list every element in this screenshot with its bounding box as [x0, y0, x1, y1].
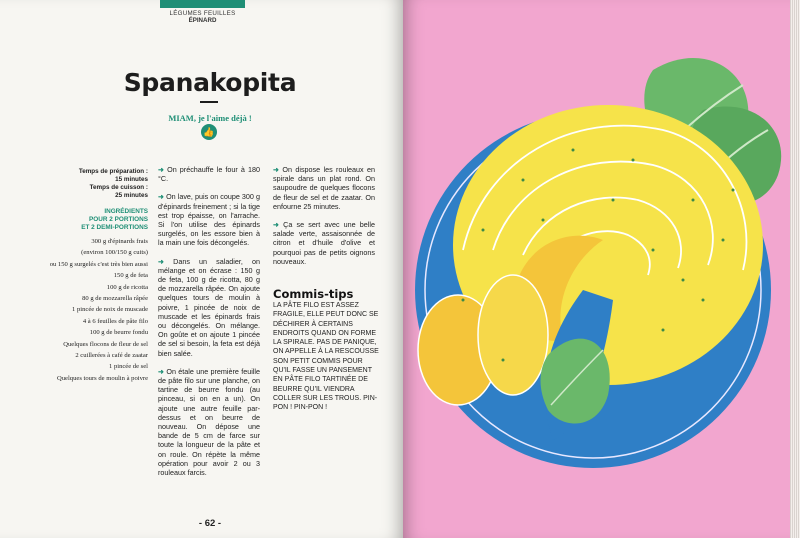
section-tab — [160, 0, 245, 8]
arrow-icon: ➜ — [158, 192, 165, 202]
ingredients-heading-3: ET 2 DEMI-PORTIONS — [81, 224, 148, 231]
ingredient-item: 80 g de mozzarella râpée — [82, 295, 148, 303]
ingredient-list — [18, 236, 148, 384]
ingredient-item: 1 pincée de noix de muscade — [72, 306, 148, 314]
title-divider — [200, 101, 218, 103]
cook-time-value: 25 minutes — [115, 192, 148, 199]
arrow-icon: ➜ — [158, 366, 165, 376]
section-category: LÉGUMES FEUILLES — [169, 10, 236, 17]
arrow-icon: ➜ — [158, 165, 165, 174]
ingredient-item: 1 pincée de sel — [109, 363, 148, 371]
prep-time-value: 15 minutes — [115, 176, 148, 183]
ingredients-heading-2: POUR 2 PORTIONS — [89, 216, 148, 223]
tips-heading: Commis-tips — [273, 287, 354, 301]
spanakopita-illustration — [403, 0, 800, 538]
step-paragraph: ➜ On lave, puis on coupe 300 g d'épinards freinement ; si la tige est trop épaisse, on l'arrache. Si l'on utilise des épinards surgelés, on les essore bien à la main une fois décongelés. — [158, 192, 260, 248]
ingredient-item: Quelques flocons de fleur de sel — [63, 340, 148, 348]
page-edges — [790, 0, 800, 538]
section-vegetable: ÉPINARD — [188, 17, 217, 24]
ingredient-item: 100 g de beurre fondu — [89, 329, 148, 337]
right-page-illustration — [403, 0, 800, 538]
ingredient-item: 100 g de ricotta — [106, 283, 148, 291]
ingredient-item: 300 g d'épinards frais — [91, 238, 148, 245]
ingredient-item: 2 cuillerées à café de zaatar — [75, 352, 148, 360]
ingredient-item: 150 g de feta — [113, 272, 148, 280]
step-paragraph: ➜ Ça se sert avec une belle salade verte, assaisonnée de citron et d'huile d'olive et pourquoi pas de petits oignons nouveaux. — [273, 220, 375, 266]
ingredient-item: ou 150 g surgelés c'est très bien aussi — [49, 260, 148, 268]
ingredient-item: Quelques tours de moulin à poivre — [56, 374, 148, 382]
tips-body: LA PÂTE FILO EST ASSEZ FRAGILE, ELLE PEUT DONC SE DÉCHIRER À CERTAINS ENDROITS QUAND ON FORME LA SPIRALE. PAS DE PANIQUE, ON APPELLE À LA RESCOUSSE SON PETIT COMMIS POUR QU'IL FASSE UN PANSEMENT EN PÂTE FILO TARTINÉE DE BEURRE QU'IL VIENDRA COLLER SUR LES TROUS. PIN-PON ! PIN-PON ! — [273, 302, 379, 412]
recipe-tagline: MIAM, je l'aime déjà ! — [168, 113, 252, 123]
recipe-title: Spanakopita — [123, 68, 297, 97]
ingredient-item: 4 à 6 feuilles de pâte filo — [82, 317, 148, 325]
arrow-icon: ➜ — [273, 220, 280, 230]
step-paragraph: ➜ On dispose les rouleaux en spirale dans un plat rond. On saupoudre de quelques flocons de fleur de sel et de zaatar. On enfourne 25 minutes. — [273, 165, 375, 211]
steps-column-2 — [273, 165, 375, 275]
step-paragraph: ➜ Dans un saladier, on mélange et on écrase : 150 g de feta, 100 g de ricotta, 80 g de mozzarella râpée. On ajoute quelques tours de moulin à poivre, 1 pincée de noix de muscade et les épinards frais ou décongelés. On mélange. On goûte et on ajoute 1 pincée de sel si besoin, la feta est déjà bien salée. — [158, 256, 260, 358]
step-paragraph: ➜ On étale une première feuille de pâte filo sur une planche, on tartine de beurre fondu (au pinceau, si on en a un). On ajoute une autre feuille par-dessus et on beurre de nouveau. On dépose une bande de 5 cm de farce sur toute la longueur de la pâte et on roule. On répète la même opération pour avoir 2 ou 3 rouleaux farcis. — [158, 366, 261, 478]
arrow-icon: ➜ — [273, 165, 280, 174]
step-paragraph: ➜ On préchauffe le four à 180 °C. — [158, 165, 260, 184]
page-number: - 62 - — [198, 518, 222, 529]
ingredient-item: (environ 100/150 g cuits) — [81, 249, 148, 257]
cook-time-label: Temps de cuisson : — [89, 184, 148, 191]
ingredients-heading-1: INGRÉDIENTS — [104, 208, 148, 215]
steps-column-1 — [158, 165, 260, 486]
thumbs-up-icon: 👍 — [201, 124, 217, 140]
arrow-icon: ➜ — [158, 256, 165, 266]
prep-time-label: Temps de préparation : — [78, 168, 148, 175]
